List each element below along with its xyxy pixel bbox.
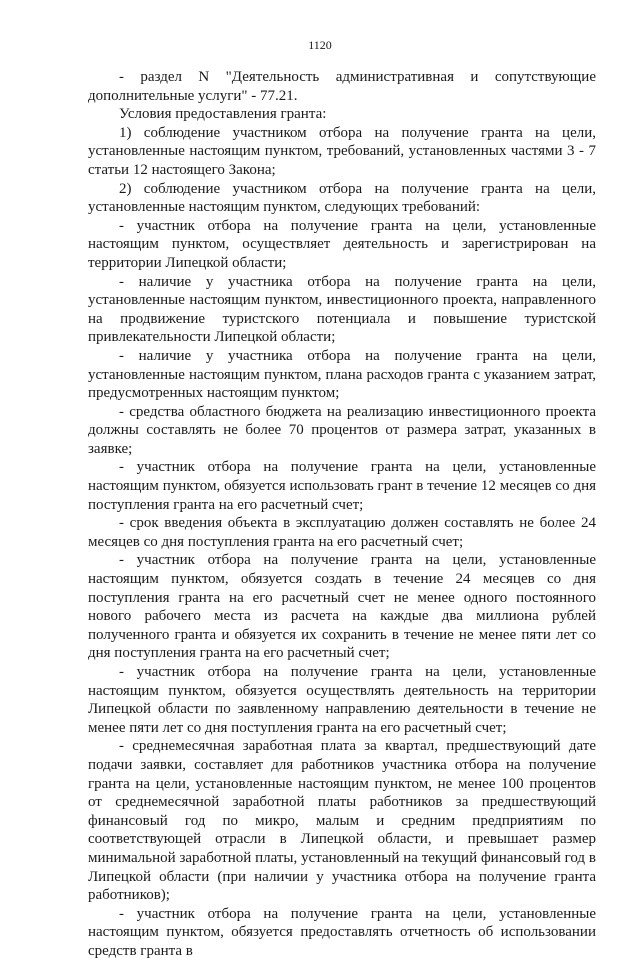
paragraph: - раздел N "Деятельность административная и сопутствующие дополнительные услуги" - 77.21.	[88, 69, 596, 104]
page-number: 1120	[308, 38, 332, 52]
paragraph: 1) соблюдение участником отбора на получение гранта на цели, установленные настоящим пунктом, требований, установленных частями 3 - 7 статьи 12 настоящего Закона;	[88, 124, 596, 178]
paragraph: - средства областного бюджета на реализацию инвестиционного проекта должны составлять не более 70 процентов от размера затрат, указанных в заявке;	[88, 403, 596, 457]
paragraph: - наличие у участника отбора на получение гранта на цели, установленные настоящим пунктом, плана расходов гранта с указанием затрат, предусмотренных настоящим пунктом;	[88, 347, 596, 402]
paragraph: - участник отбора на получение гранта на цели, установленные настоящим пунктом, обязуется осуществлять деятельность на территории Липецкой области по заявленному направлению деятельности в течение не менее пяти лет со дня поступления гранта на его расчетный счет;	[88, 664, 596, 736]
paragraph: - срок введения объекта в эксплуатацию должен составлять не более 24 месяцев со дня поступления гранта на его расчетный счет;	[88, 515, 596, 550]
paragraph: - участник отбора на получение гранта на цели, установленные настоящим пунктом, осуществляет деятельность и зарегистрирован на территории Липецкой области;	[88, 217, 596, 271]
paragraph: 2) соблюдение участником отбора на получение гранта на цели, установленные настоящим пунктом, следующих требований:	[88, 180, 596, 216]
paragraph: Условия предоставления гранта:	[119, 106, 327, 123]
paragraph: - участник отбора на получение гранта на цели, установленные настоящим пунктом, обязуется создать в течение 24 месяцев со дня поступления гранта на его расчетный счет не менее одного постоянного нового рабочего места из расчета на каждые два миллиона рублей полученного гранта и обязуется их сохранить в течение не менее пяти лет со дня поступления гранта на его расчетный счет;	[88, 552, 596, 662]
paragraph: - участник отбора на получение гранта на цели, установленные настоящим пунктом, обязуется использовать грант в течение 12 месяцев со дня поступления гранта на его расчетный счет;	[88, 459, 596, 513]
paragraph: - участник отбора на получение гранта на цели, установленные настоящим пунктом, обязуется предоставлять отчетность об использовании средств гранта в	[88, 905, 596, 959]
paragraph: - наличие у участника отбора на получение гранта на цели, установленные настоящим пунктом, инвестиционного проекта, направленного на продвижение туристского потенциала и повышение туристской привлекательности Липецкой области;	[88, 273, 596, 346]
paragraph: - среднемесячная заработная плата за квартал, предшествующий дате подачи заявки, составляет для работников участника отбора на получение гранта на цели, установленные настоящим пунктом, не менее 100 процентов от среднемесячной заработной платы работников за предшествующий финансовый год по микро, малым и средним предприятиям по соответствующей отрасли в Липецкой области, и превышает размер минимальной заработной платы, установленный на текущий финансовый год в Липецкой области (при наличии у участника отбора на получение гранта работников);	[88, 738, 596, 904]
document-body	[88, 68, 596, 961]
